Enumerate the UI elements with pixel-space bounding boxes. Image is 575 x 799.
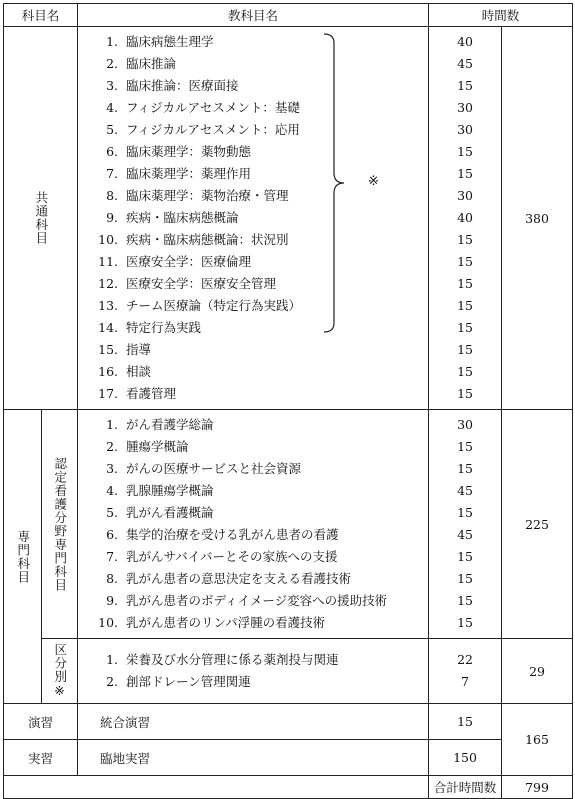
subject-hours: 15 [457,254,473,269]
division-subject-list [88,649,428,693]
subject-number: 2. [106,439,119,454]
subject-hours: 45 [457,56,473,71]
division-label: 区分別 [52,642,68,684]
subject-name: 乳がん患者のリンパ浮腫の看護技術 [126,615,326,630]
exercise-practicum-total: 165 [502,704,573,776]
subject-number: 15. [98,342,119,357]
subject-hours: 45 [457,483,473,498]
subject-number: 4. [106,100,119,115]
subject-hours: 30 [457,188,473,203]
subject-number: 13. [98,298,119,313]
subject-name: 相談 [126,364,152,379]
subject-hours: 15 [457,320,473,335]
subject-name: 疾病・臨床病態概論：状況別 [126,232,289,247]
subject-number: 6. [106,527,119,542]
subject-name: 栄養及び水分管理に係る薬剤投与関連 [126,652,339,667]
subject-hours: 15 [457,386,473,401]
subject-item [88,295,428,317]
common-total: 380 [502,27,573,410]
common-hours-list [429,31,501,405]
nursing-section [4,410,573,639]
specialty-label-cell [4,410,42,704]
subject-item [88,339,428,361]
subject-number: 16. [98,364,119,379]
subject-item [88,31,428,53]
header-row [4,4,573,27]
practicum-row [4,740,573,776]
division-hours-list [429,649,501,693]
subject-number: 3. [106,461,119,476]
subject-name: 腫瘍学概論 [126,439,189,454]
subject-item [88,53,428,75]
subject-name: チーム医療論（特定行為実践） [126,298,302,313]
subject-number: 7. [106,166,119,181]
header-hours: 時間数 [429,4,573,27]
subject-item [88,524,428,546]
subject-number: 2. [106,56,119,71]
subject-item [88,273,428,295]
subject-name: 乳がん患者のボディイメージ変容への援助技術 [126,593,388,608]
division-label-cell [42,639,78,704]
subject-item [88,590,428,612]
subject-hours: 15 [457,144,473,159]
subject-hours: 15 [457,615,473,630]
nursing-subject-list [88,414,428,634]
exercise-row [4,704,573,740]
grand-total-row [4,776,573,799]
subject-hours: 15 [457,571,473,586]
subject-hours: 15 [457,593,473,608]
specialty-label: 専門科目 [15,529,31,584]
common-label: 共通科目 [33,191,49,245]
subject-number: 11. [98,254,119,269]
subject-hours: 30 [457,122,473,137]
subject-name: フィジカルアセスメント：応用 [126,122,300,137]
subject-name: 特定行為実践 [126,320,202,335]
subject-number: 1. [106,417,119,432]
common-hours-cell [429,27,502,410]
subject-item [88,317,428,339]
nursing-hours-cell [429,410,502,639]
subject-number: 2. [106,674,119,689]
nursing-label: 認定看護分野専門科目 [52,456,68,592]
subject-number: 9. [106,210,119,225]
subject-name: 乳がんサバイバーとその家族への支援 [126,549,338,564]
nursing-total: 225 [502,410,573,639]
subject-number: 8. [106,188,119,203]
division-subjects-cell [78,639,429,704]
subject-item [88,207,428,229]
header-category: 科目名 [4,4,78,27]
subject-name: 乳がん看護概論 [126,505,214,520]
subject-number: 5. [106,122,119,137]
subject-number: 3. [106,78,119,93]
exercise-hours: 15 [429,704,502,740]
subject-item [88,251,428,273]
subject-name: 指導 [126,342,152,357]
subject-item [88,649,428,671]
curriculum-table [3,3,573,799]
subject-number: 14. [98,320,119,335]
division-total: 29 [502,639,573,704]
practicum-hours: 150 [429,740,502,776]
grand-total-spacer [4,776,429,799]
subject-name: がんの医療サービスと社会資源 [126,461,302,476]
subject-name: 臨床推論 [126,56,177,71]
subject-item [88,141,428,163]
subject-hours: 40 [457,34,473,49]
common-bracket-mark: ※ [368,174,379,189]
subject-hours: 7 [461,674,469,689]
subject-hours: 15 [457,505,473,520]
subject-hours: 15 [457,364,473,379]
subject-name: がん看護学総論 [126,417,214,432]
subject-name: 臨床薬理学：薬物動態 [126,144,252,159]
division-mark: ※ [54,683,65,699]
subject-item [88,414,428,436]
subject-name: 臨床薬理学：薬理作用 [126,166,252,181]
subject-hours: 45 [457,527,473,542]
subject-item [88,361,428,383]
subject-hours: 15 [457,78,473,93]
practicum-label: 実習 [4,740,78,776]
subject-item [88,436,428,458]
common-label-cell [4,27,78,410]
subject-number: 17. [98,386,119,401]
grand-total-label: 合計時間数 [429,776,502,799]
common-subjects-cell [78,27,429,410]
subject-number: 5. [106,505,119,520]
subject-number: 4. [106,483,119,498]
subject-name: 臨床薬理学：薬物治療・管理 [126,188,289,203]
subject-number: 9. [106,593,119,608]
nursing-label-cell [42,410,78,639]
subject-number: 10. [98,232,119,247]
practicum-name: 臨地実習 [78,740,429,776]
subject-item [88,97,428,119]
grand-total-value: 799 [502,776,573,799]
subject-name: フィジカルアセスメント：基礎 [126,100,300,115]
subject-number: 12. [98,276,119,291]
subject-number: 6. [106,144,119,159]
subject-name: 医療安全学：医療倫理 [126,254,252,269]
subject-item [88,612,428,634]
subject-item [88,229,428,251]
subject-hours: 40 [457,210,473,225]
subject-name: 臨床病態生理学 [126,34,214,49]
subject-hours: 15 [457,298,473,313]
subject-item [88,119,428,141]
subject-hours: 22 [457,652,473,667]
subject-name: 集学的治療を受ける乳がん患者の看護 [126,527,339,542]
subject-hours: 15 [457,342,473,357]
common-section [4,27,573,410]
subject-hours: 15 [457,461,473,476]
nursing-subjects-cell [78,410,429,639]
subject-item [88,75,428,97]
subject-item [88,671,428,693]
subject-hours: 15 [457,549,473,564]
subject-name: 医療安全学：医療安全管理 [126,276,277,291]
subject-number: 7. [106,549,119,564]
subject-name: 乳がん患者の意思決定を支える看護技術 [126,571,352,586]
subject-number: 8. [106,571,119,586]
subject-hours: 15 [457,276,473,291]
subject-name: 創部ドレーン管理関連 [126,674,251,689]
subject-name: 看護管理 [126,386,177,401]
division-section [4,639,573,704]
subject-hours: 30 [457,417,473,432]
exercise-name: 統合演習 [78,704,429,740]
subject-number: 1. [106,652,119,667]
header-subject: 教科目名 [78,4,429,27]
subject-name: 乳腺腫瘍学概論 [126,483,214,498]
subject-hours: 15 [457,166,473,181]
subject-name: 臨床推論：医療面接 [126,78,239,93]
exercise-label: 演習 [4,704,78,740]
subject-hours: 15 [457,439,473,454]
subject-item [88,502,428,524]
subject-hours: 30 [457,100,473,115]
subject-number: 1. [106,34,119,49]
subject-item [88,480,428,502]
subject-name: 疾病・臨床病態概論 [126,210,239,225]
subject-number: 10. [98,615,119,630]
nursing-hours-list [429,414,501,634]
subject-item [88,546,428,568]
subject-hours: 15 [457,232,473,247]
division-hours-cell [429,639,502,704]
common-subject-list [88,31,428,405]
subject-item [88,568,428,590]
subject-item [88,383,428,405]
subject-item [88,458,428,480]
